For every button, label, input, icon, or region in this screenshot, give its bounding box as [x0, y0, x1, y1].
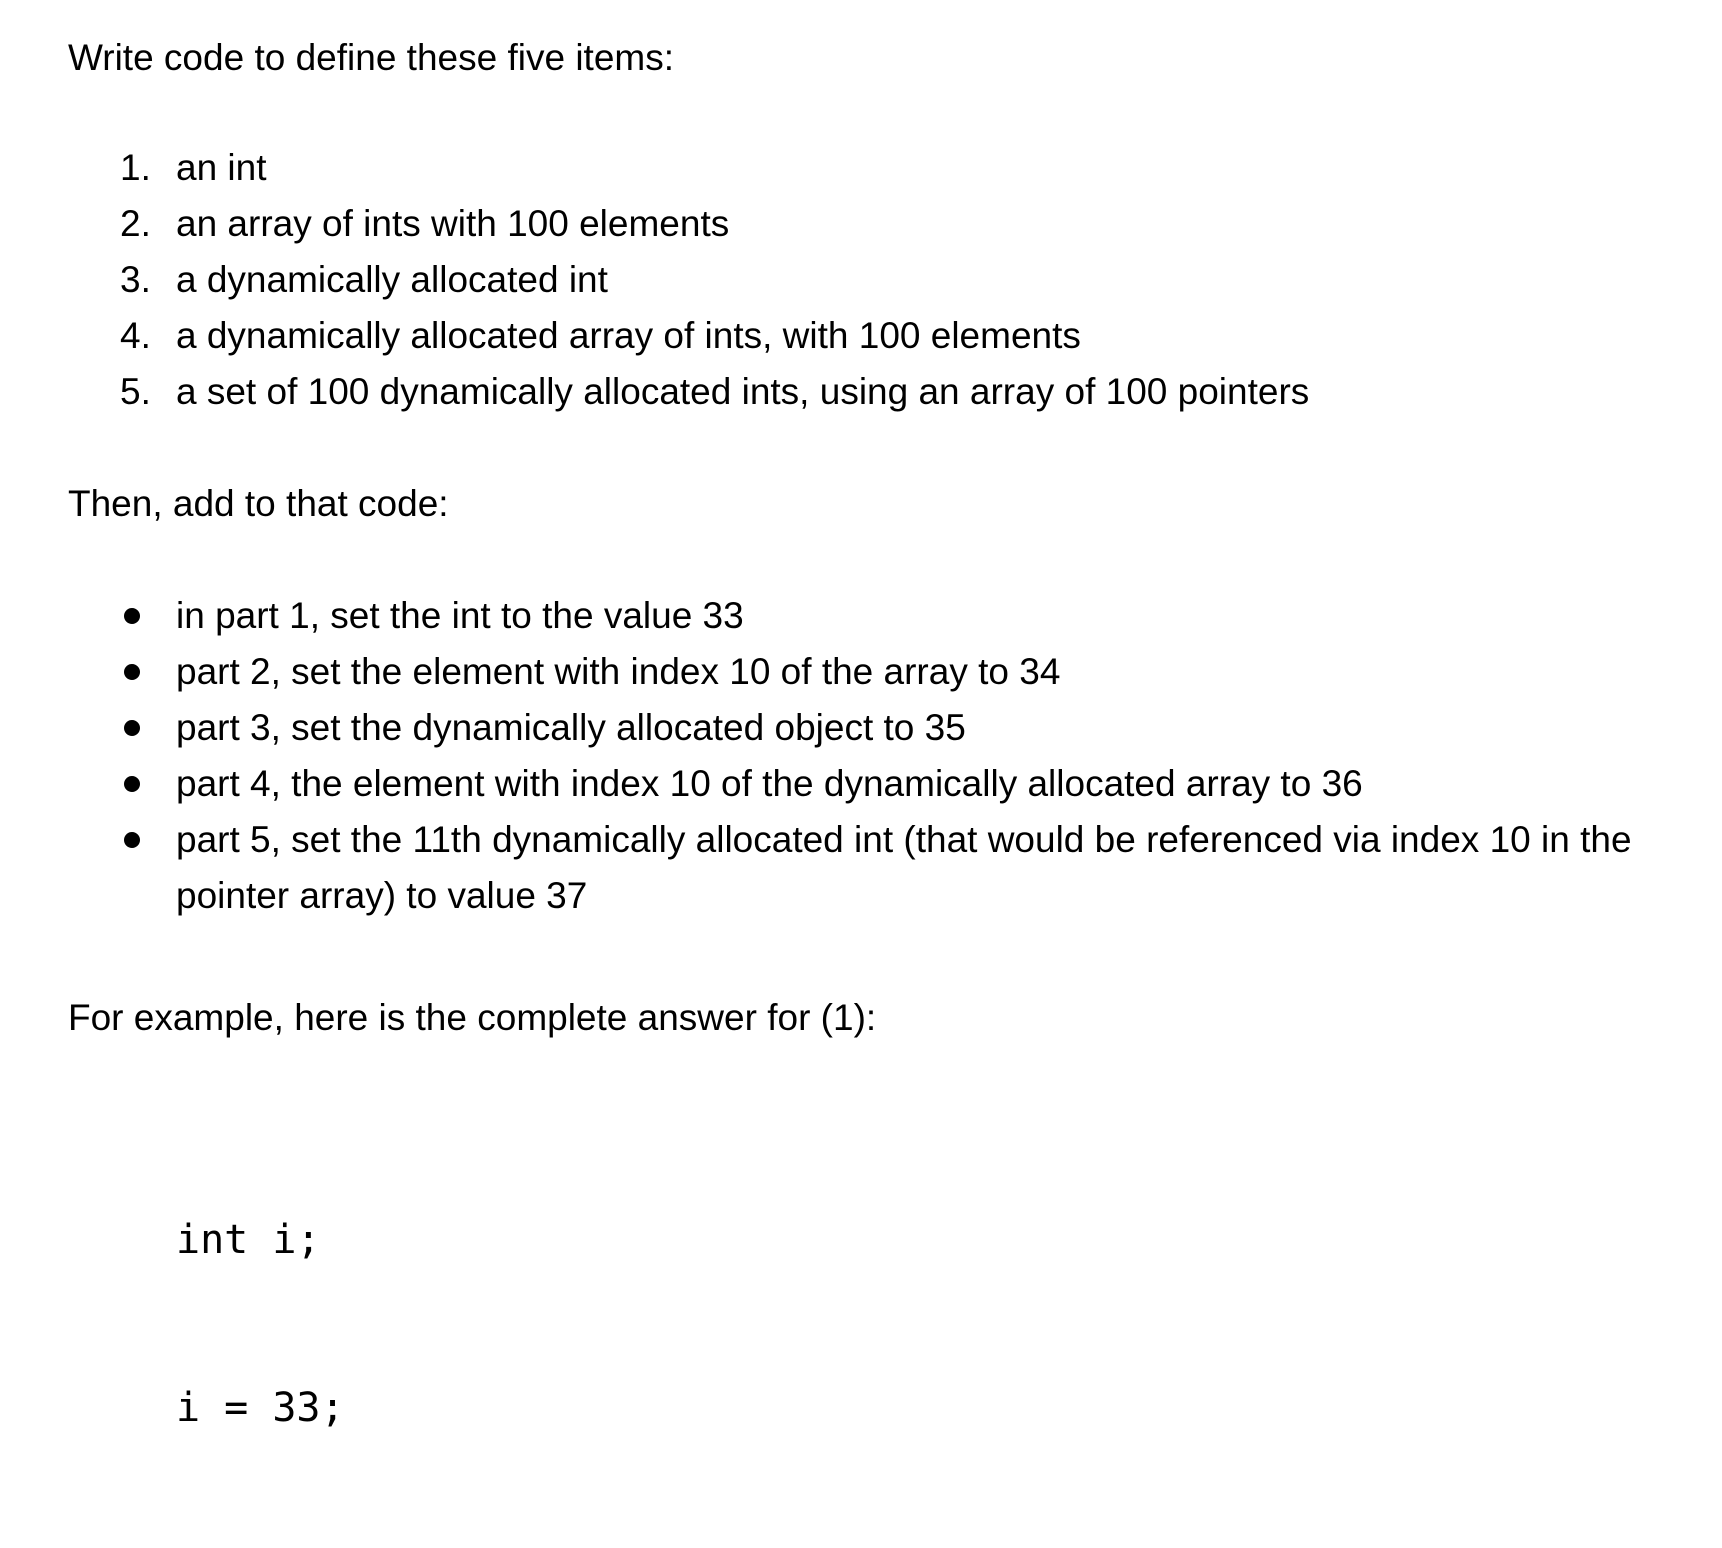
bullet-list-item	[0, 812, 1722, 924]
list-item-text: in part 1, set the int to the value 33	[176, 595, 744, 636]
bullet-list-item	[0, 644, 1722, 700]
then-heading: Then, add to that code:	[68, 483, 449, 524]
code-line: i = 33;	[176, 1385, 345, 1431]
bullet-icon	[124, 608, 140, 624]
bullet-icon	[124, 776, 140, 792]
numbered-list-item	[0, 140, 1722, 196]
bullet-list-item	[0, 588, 1722, 644]
list-item-text: part 4, the element with index 10 of the dynamically allocated array to 36	[176, 763, 1363, 804]
list-item-text: a dynamically allocated int	[176, 259, 608, 300]
list-item-text: a set of 100 dynamically allocated ints, using an array of 100 pointers	[176, 371, 1310, 412]
list-number: 1.	[120, 147, 151, 188]
list-number: 4.	[120, 315, 151, 356]
bullet-list	[0, 588, 1722, 924]
list-item-text: part 2, set the element with index 10 of the array to 34	[176, 651, 1061, 692]
bullet-icon	[124, 720, 140, 736]
list-number: 5.	[120, 371, 151, 412]
bullet-list-item	[0, 756, 1722, 812]
example-heading: For example, here is the complete answer for (1):	[68, 997, 877, 1038]
code-block	[176, 1100, 345, 1548]
bullet-list-item	[0, 700, 1722, 756]
numbered-list	[0, 140, 1722, 420]
bullet-icon	[124, 664, 140, 680]
numbered-list-item	[0, 308, 1722, 364]
numbered-list-item	[0, 196, 1722, 252]
numbered-list-item	[0, 252, 1722, 308]
numbered-list-item	[0, 364, 1722, 420]
list-number: 2.	[120, 203, 151, 244]
list-item-text: a dynamically allocated array of ints, with 100 elements	[176, 315, 1081, 356]
list-item-text: part 3, set the dynamically allocated object to 35	[176, 707, 966, 748]
code-line: int i;	[176, 1217, 321, 1263]
list-item-text: part 5, set the 11th dynamically allocated int (that would be referenced via index 10 in the pointer array) to value 37	[176, 819, 1632, 916]
intro-text: Write code to define these five items:	[68, 37, 675, 78]
list-item-text: an int	[176, 147, 267, 188]
list-item-text: an array of ints with 100 elements	[176, 203, 730, 244]
list-number: 3.	[120, 259, 151, 300]
bullet-icon	[124, 832, 140, 848]
